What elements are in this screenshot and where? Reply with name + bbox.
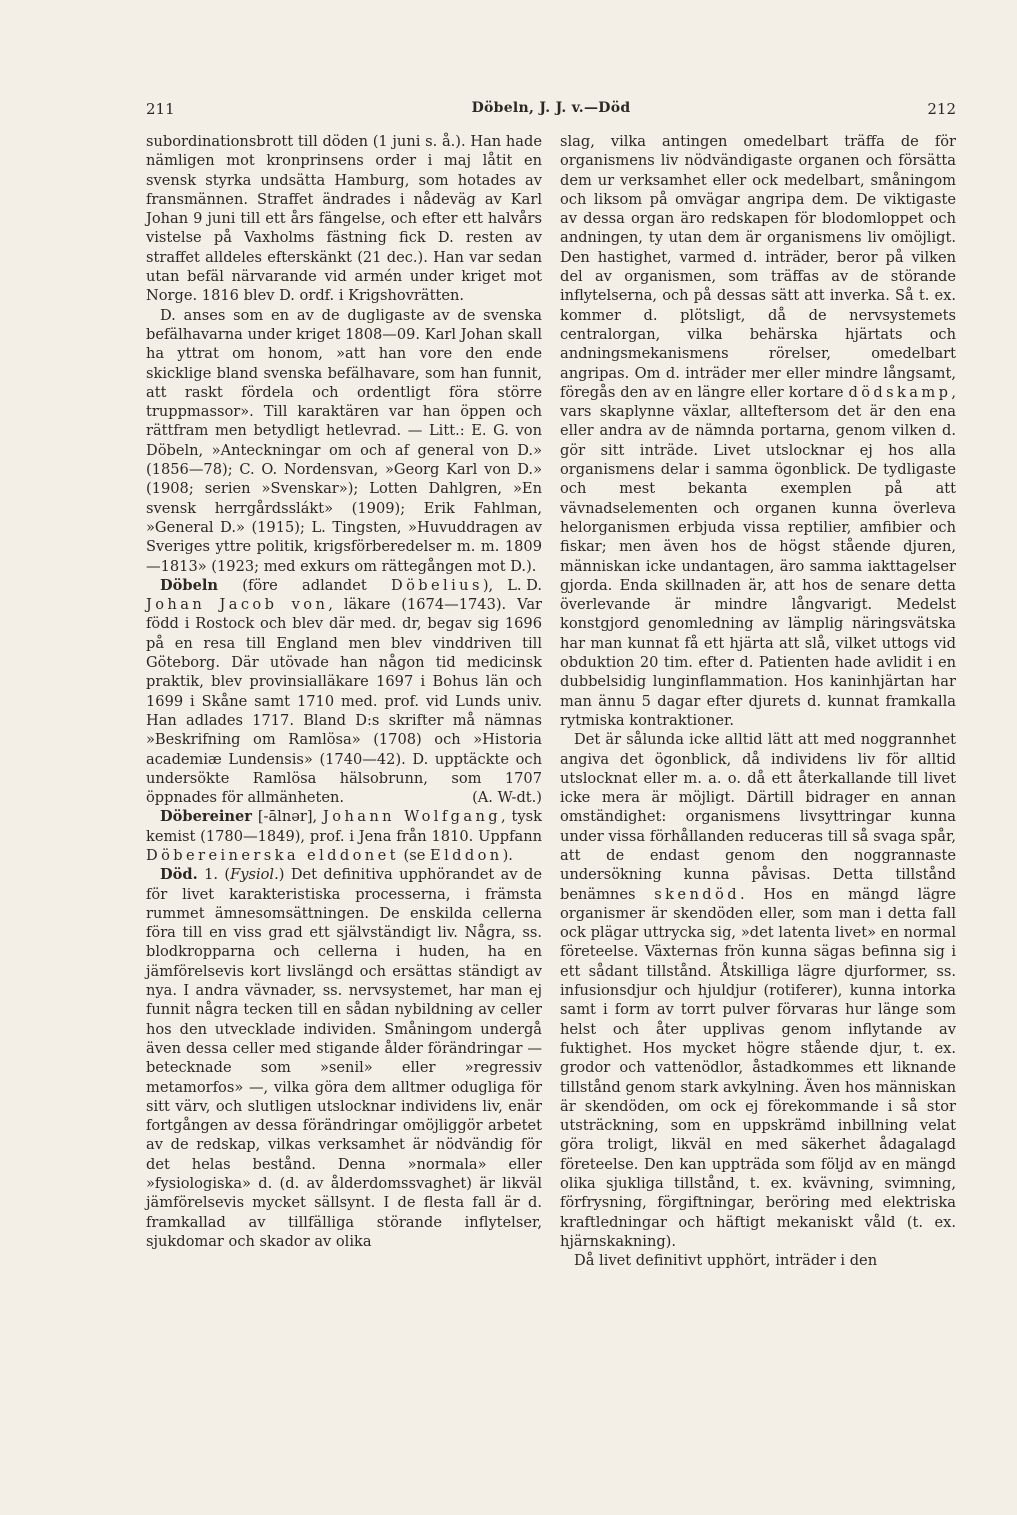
entry-text: ).	[502, 846, 513, 864]
entry-headword: Döbereiner	[160, 808, 252, 826]
paragraph: Då livet definitivt upphört, inträder i den	[574, 1252, 878, 1270]
page-header	[146, 100, 956, 122]
paragraph-text: Det är sålunda icke alltid lätt att med noggrannhet angiva det ögonblick, då individens liv för alltid utslocknat eller m. a. o. då ett återkallande till livet icke mera är möjligt. Därtill bidrager en annan omständighet: organismens livsyttringar kunna under vissa förhållanden reduceras till så svaga spår, att de endast genom den noggrannaste undersökning kunna påvisas. Detta tillstånd benämnes	[560, 731, 956, 903]
entry-text: (före adlandet	[218, 576, 391, 594]
author-signature: (A. W-dt.)	[472, 789, 542, 807]
entry-text: 1. (	[197, 866, 231, 884]
entry-text: , läkare (1674—1743). Var född i Rostock och blev där med. dr, begav sig 1696 på en resa till England men blev vinddriven till Göteborg. Där utövade han någon tid medicinsk praktik, blev provinsialläkare 1697 i Bohus län och 1699 i Skåne samt 1710 med. prof. vid Lunds univ. Han adlades 1717. Bland D:s skrifter må nämnas »Beskrifning om Ramlösa» (1708) och »Historia academiæ Lundensis» (1740—42). D. upptäckte och undersökte Ramlösa hälsobrunn, som 1707 öppnades för allmänheten.	[146, 596, 542, 807]
paragraph-text: slag, vilka antingen omedelbart träffa de för organismens liv nödvändigaste organen och försätta dem ur verksamhet eller ock medelbart, småningom och liksom på omvägar angripa dem. De viktigaste av dessa organ äro redskapen för blodomloppet och andningen, ty utan dem är organismens liv omöjligt. Den hastighet, varmed d. inträder, beror på vilken del av organismen, som träffas av de störande inflytelserna, och på dessas sätt att inverka. Så t. ex. kommer d. plötsligt, då de nervsystemets centralorgan, vilka behärska hjärtats och andningsmekanismens rörelser, omedelbart angripas. Om d. inträder mer eller mindre långsamt, föregås den av en längre eller kortare	[560, 133, 956, 401]
entry-text: (se	[398, 846, 431, 864]
spaced-name: Johann Wolfgang	[323, 808, 502, 826]
entry-text: ),	[482, 576, 494, 594]
spaced-term: skendöd	[654, 885, 740, 903]
paragraph	[560, 730, 956, 1251]
right-page-number: 212	[927, 100, 956, 118]
entry-headword: Död.	[160, 866, 198, 884]
left-page-number: 211	[146, 100, 175, 118]
left-column	[146, 132, 542, 1251]
spaced-name: Döbelius	[390, 576, 483, 594]
entry-dod	[146, 865, 542, 1251]
entry-dobereiner	[146, 807, 542, 865]
paragraph-text: D. anses som en av de dugligaste av de svenska befälhavarna under kriget 1808—09. Karl Johan skall ha yttrat om honom, »att han vore den ende skicklige bland svenska befälhavare, som han funnit, att raskt fördela och ordentligt föra större truppmassor». Till karaktären var han öppen och rättfram men betydligt hetlevrad. — Litt.: E. G. von Döbeln, »Anteckningar om och af general von D.» (1856—78); C. O. Nordensvan, »Georg Karl von D.» (1908; serien »Svenskar»); Lotten Dahlgren, »En svensk herrgårdsslákt» (1909); Erik Fahlman, »General D.» (1915); L. Tingsten, »Huvuddragen av Sveriges yttre politik, krigsförberedelser m. m. 1809—1813» (1923; med exkurs om rättegången mot D.).	[146, 306, 542, 575]
paragraph	[560, 132, 956, 730]
spaced-term: dödskamp	[848, 383, 952, 401]
paragraph: subordinationsbrott till döden (1 juni s. å.). Han hade nämligen mot kronprinsens order i maj låtit en svensk styrka undsätta Hamburg, som hotades av fransmännen. Straffet ändrades i nådeväg av Karl Johan 9 juni till ett års fängelse, och efter ett halvårs vistelse på Vaxholms fästning fick D. resten av straffet alldeles efterskänkt (21 dec.). Han var sedan utan befäl närvarande vid armén under kriget mot Norge. 1816 blev D. ordf. i Krigshovrätten.	[146, 133, 542, 305]
entry-dobeln	[146, 576, 542, 808]
author-signature: L. D.	[507, 576, 542, 594]
spaced-name: Johan Jacob von	[146, 596, 329, 614]
cross-reference: Elddon	[430, 846, 503, 864]
entry-text: , tysk kemist (1780—1849), prof. i Jena från 1810. Uppfann	[146, 808, 542, 845]
paragraph-text: , vars skaplynne växlar, allteftersom det är den ena eller andra av de nämnda portarna, genom vilken d. gör sitt inträde. Livet utslocknar ej hos alla organismens delar i samma ögonblick. De tydligaste och mest bekanta exemplen på att vävnadselementen och organen kunna överleva helorganismen erbjuda vissa reptilier, amfibier och fiskar; men även hos de högst stående djuren, människan icke undantagen, äro samma iakttagelser gjorda. Enda skillnaden är, att hos de senare detta överlevande är mindre långvarigt. Medelst konstgjord genomledning av lämplig näringsvätska har man kunnat få ett hjärta att slå, vilket uttogs vid obduktion 20 tim. efter d. Patienten hade avlidit i en dubbelsidig lunginflammation. Hos kaninhjärtan har man ännu 5 dagar efter djurets d. kunnat framkalla rytmiska kontraktioner.	[560, 383, 956, 729]
subject-label: Fysiol.	[230, 866, 279, 884]
entry-headword: Döbeln	[160, 576, 219, 594]
running-head: Döbeln, J. J. v.—Död	[471, 100, 631, 116]
entry-text: ) Det definitiva upphörandet av de för livet karakteristiska processerna, i främsta rummet ämnesomsättningen. De enskilda cellerna föra till en viss grad ett självständigt liv. Några, ss. blodkropparna och cellerna i huden, ha en jämförelsevis kort livslängd och ersättas ständigt av nya. I andra vävnader, ss. nervsystemet, har man ej funnit några tecken till en sådan nybildning av celler hos den utvecklade individen. Småningom undergå även dessa celler med stigande ålder förändringar — betecknade som »senil» eller »regressiv metamorfos» —, vilka göra dem alltmer odugliga för sitt värv, och slutligen utslocknar individens liv, enär fortgången av dessa förändringar omöjliggör arbetet av de redskap, vilkas verksamhet är nödvändig för det helas bestånd. Denna »normala» eller »fysiologiska» d. (d. av ålderdomssvaghet) är likväl jämförelsevis mycket sällsynt. I de flesta fall är d. framkallad av tillfälliga störande inflytelser, sjukdomar och skador av olika	[146, 866, 542, 1250]
paragraph-text: . Hos en mängd lägre organismer är skendöden eller, som man i detta fall ock plägar uttrycka sig, »det latenta livet» en normal företeelse. Växternas frön kunna sägas befinna sig i ett sådant tillstånd. Åtskilliga lägre djurformer, ss. infusionsdjur och hjuldjur (rotiferer), kunna intorka samt i form av torrt pulver förvaras hur länge som helst och åter upplivas genom inflytande av fuktighet. Hos mycket högre stående djur, t. ex. grodor och vattenödlor, åstadkommes ett liknande tillstånd genom stark avkylning. Även hos människan är skendöden, om ock ej förekommande i så stor utsträckning, som en uppskrämd inbillning velat göra troligt, likväl en med säkerhet ådagalagd företeelse. Den kan uppträda som följd av en mängd olika sjukliga tillstånd, t. ex. kvävning, svimning, förfrysning, förgiftningar, beröring med elektriska kraftledningar och häftigt mekaniskt våld (t. ex. hjärnskakning).	[560, 885, 956, 1250]
entry-text: [-ālnər],	[251, 808, 324, 826]
spaced-term: Döbereinerska elddonet	[146, 846, 399, 864]
right-column	[560, 132, 956, 1271]
